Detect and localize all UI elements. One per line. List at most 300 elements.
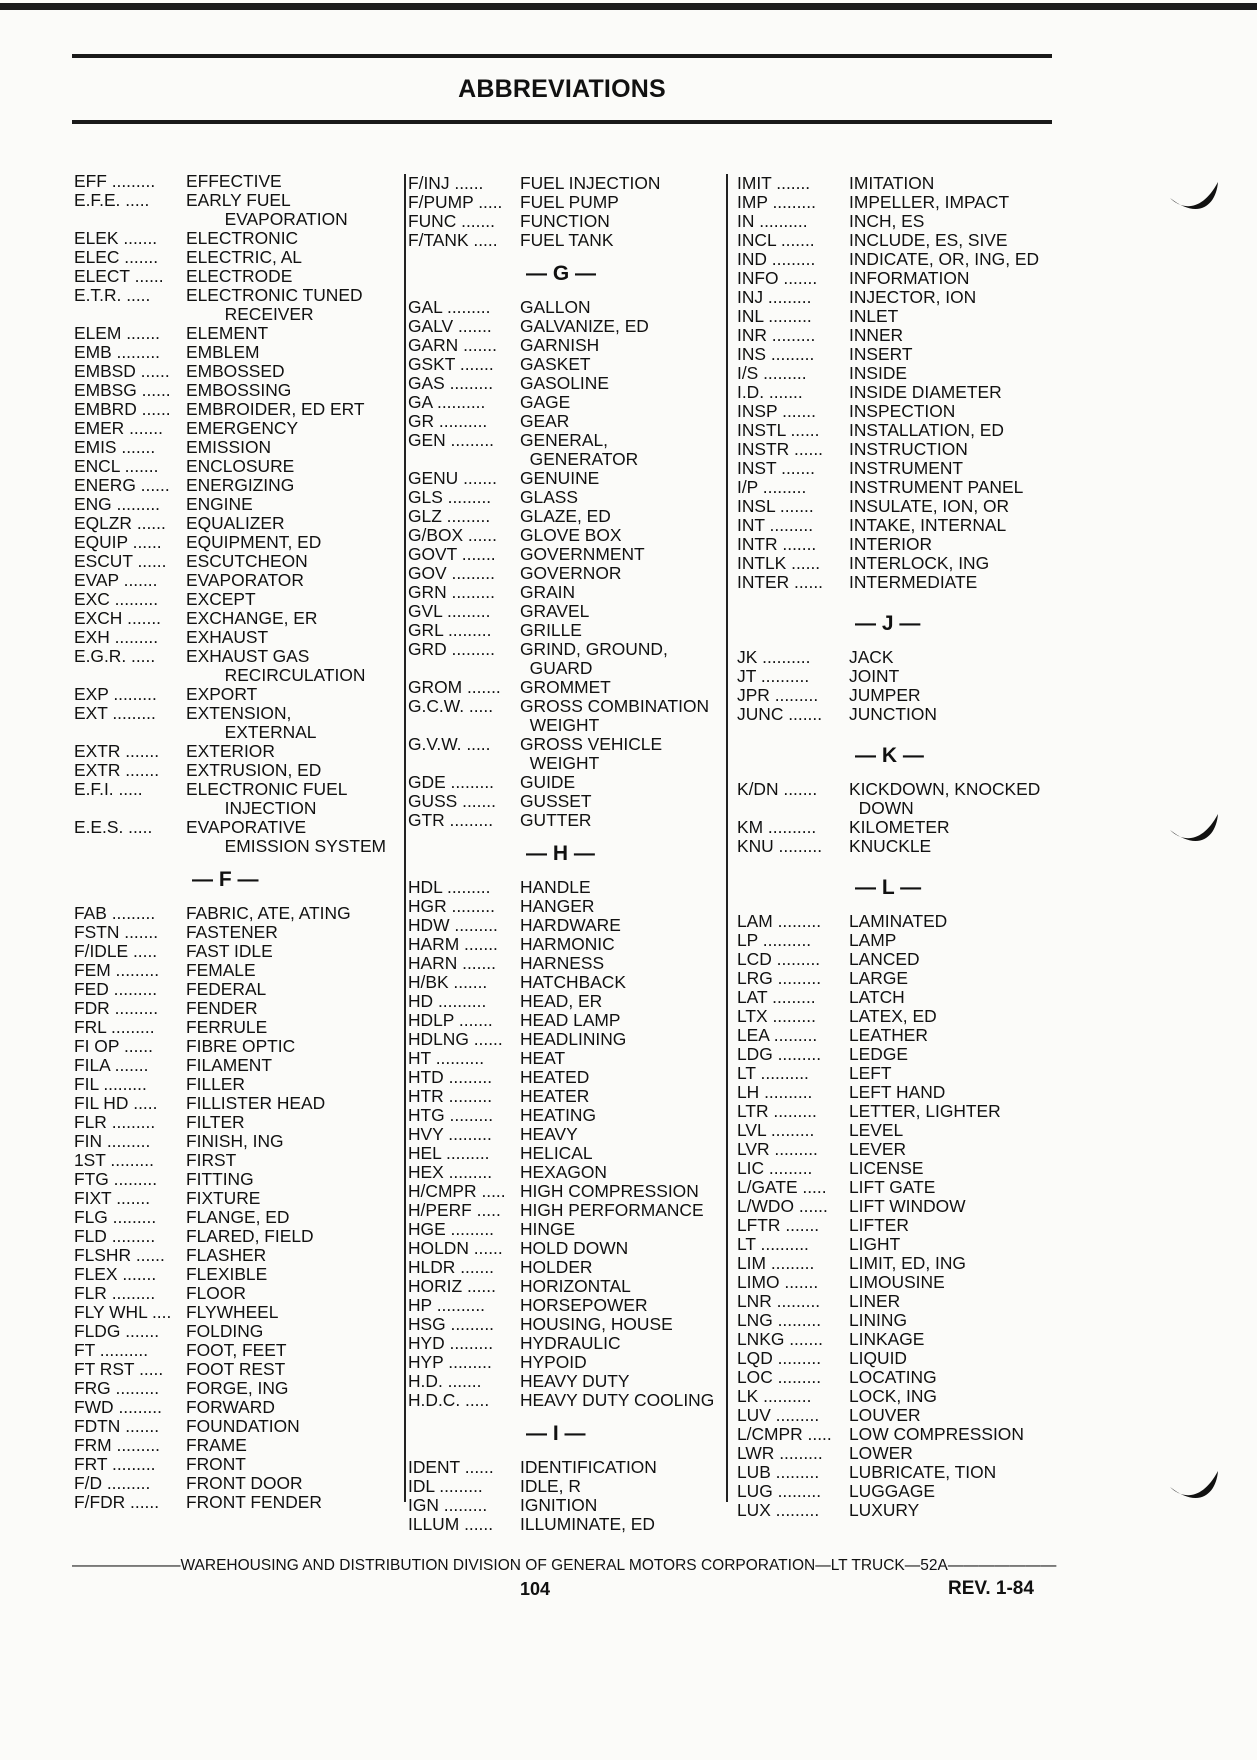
dot-leader: ......... (772, 1310, 822, 1330)
section-spacer (737, 856, 1077, 864)
dot-leader: .......... (757, 930, 812, 950)
dot-leader: ...... (789, 572, 824, 592)
dot-leader: ....... (459, 934, 498, 954)
abbreviation-definition: ESCUTCHEON (186, 551, 308, 571)
abbreviation-entry (408, 878, 728, 897)
abbreviation-term: HDLP ....... (408, 1010, 493, 1030)
dot-leader: ......... (111, 1435, 160, 1455)
abbreviation-term: KNU ......... (737, 836, 823, 856)
dot-leader: ..... (797, 1177, 827, 1197)
abbreviation-definition: INSTALLATION, ED (849, 420, 1004, 440)
abbreviation-entry (737, 950, 1077, 969)
abbreviation-definition: LIQUID (849, 1348, 907, 1368)
dot-leader: ....... (111, 1188, 151, 1208)
abbreviation-entry (737, 212, 1077, 231)
dot-leader: ......... (107, 1454, 156, 1474)
dot-leader: ......... (764, 515, 814, 535)
abbreviation-term: JK .......... (737, 647, 811, 667)
dot-leader: ......... (766, 1120, 815, 1140)
abbreviation-entry (74, 533, 374, 552)
abbreviation-definition: ELEMENT (186, 323, 269, 343)
dot-leader: ....... (777, 534, 817, 554)
abbreviation-entry (74, 904, 374, 923)
abbreviation-entry (408, 973, 728, 992)
abbreviation-definition: LEATHER (849, 1025, 928, 1045)
abbreviation-definition: EMBROIDER, ED ERT (186, 399, 365, 419)
dot-leader: .......... (432, 392, 486, 412)
dot-leader: ..... (134, 1359, 164, 1379)
abbreviation-term: FT RST ..... (74, 1359, 164, 1379)
dot-leader: ....... (118, 570, 158, 590)
abbreviation-term: INST ....... (737, 458, 815, 478)
abbreviation-term: FLD ......... (74, 1226, 156, 1246)
abbreviation-entry (408, 792, 728, 811)
abbreviation-definition: FILAMENT (186, 1055, 272, 1075)
section-heading: — K — (855, 744, 924, 767)
abbreviation-entry (408, 212, 728, 231)
abbreviation-term: INT ......... (737, 515, 814, 535)
section-heading: — I — (526, 1422, 586, 1445)
abbreviation-definition: HIGH COMPRESSION (520, 1181, 699, 1201)
abbreviation-entry (737, 250, 1077, 269)
dot-leader: ....... (120, 760, 160, 780)
abbreviation-term: HARM ....... (408, 934, 498, 954)
abbreviation-entry (737, 326, 1077, 345)
abbreviation-term: FRM ......... (74, 1435, 160, 1455)
abbreviation-term: GA .......... (408, 392, 486, 412)
abbreviation-entry (74, 1170, 374, 1189)
abbreviation-term: LAM ......... (737, 911, 822, 931)
abbreviation-definition: LATEX, ED (849, 1006, 937, 1026)
abbreviation-definition: HEAD LAMP (520, 1010, 621, 1030)
dot-leader: ......... (443, 1067, 493, 1087)
abbreviation-entry (408, 1182, 728, 1201)
abbreviation-entry (737, 421, 1077, 440)
section-spacer (737, 592, 1077, 600)
abbreviation-entry (74, 780, 374, 818)
abbreviation-term: F/INJ ...... (408, 173, 484, 193)
dot-leader: ..... (471, 1200, 501, 1220)
abbreviation-definition: LINING (849, 1310, 907, 1330)
abbreviation-definition: ILLUMINATE, ED (520, 1514, 655, 1534)
abbreviation-term: L/GATE ..... (737, 1177, 827, 1197)
abbreviation-term: GDE ......... (408, 772, 495, 792)
abbreviation-term: E.E.S. ..... (74, 817, 153, 837)
abbreviation-entry (74, 1265, 374, 1284)
abbreviation-term: GUSS ....... (408, 791, 496, 811)
abbreviation-definition: LATCH (849, 987, 905, 1007)
abbreviation-definition: JACK (849, 647, 894, 667)
abbreviation-entry (737, 383, 1077, 402)
abbreviation-definition: HEAVY DUTY (520, 1371, 630, 1391)
abbreviation-definition: FEDERAL (186, 979, 267, 999)
dot-leader: ......... (444, 810, 494, 830)
abbreviation-entry (408, 916, 728, 935)
dot-leader: ....... (764, 382, 803, 402)
abbreviation-entry (74, 400, 374, 419)
abbreviation-term: INTER ...... (737, 572, 824, 592)
abbreviation-definition: EMBOSSED (186, 361, 285, 381)
dot-leader: ....... (119, 922, 159, 942)
abbreviation-term: FEM ......... (74, 960, 160, 980)
abbreviation-definition: LIFTER (849, 1215, 909, 1235)
abbreviation-definition: GASKET (520, 354, 591, 374)
dot-leader: ..... (461, 734, 491, 754)
abbreviation-term: GARN ....... (408, 335, 497, 355)
abbreviation-term: LNG ......... (737, 1310, 822, 1330)
abbreviation-entry (408, 1163, 728, 1182)
abbreviation-term: LVR ......... (737, 1139, 818, 1159)
abbreviation-entry (737, 440, 1077, 459)
dot-leader: ......... (772, 1044, 822, 1064)
abbreviation-definition: FRONT FENDER (186, 1492, 322, 1512)
abbreviation-entry (408, 1258, 728, 1277)
abbreviation-definition: GALLON (520, 297, 591, 317)
abbreviation-term: HDLNG ...... (408, 1029, 503, 1049)
abbreviation-term: HTR ......... (408, 1086, 493, 1106)
abbreviation-definition: HEAVY (520, 1124, 578, 1144)
abbreviation-entry (408, 1068, 728, 1087)
abbreviation-definition: KICKDOWN, KNOCKED DOWN (849, 779, 1041, 818)
dot-leader: ......... (771, 1291, 821, 1311)
abbreviation-entry (74, 324, 374, 343)
abbreviation-entry (408, 954, 728, 973)
abbreviation-term: E.G.R. ..... (74, 646, 156, 666)
dot-leader: ..... (113, 779, 143, 799)
abbreviation-entry (408, 174, 728, 193)
dot-leader: ....... (442, 1371, 482, 1391)
abbreviation-definition: INCH, ES (849, 211, 925, 231)
abbreviation-term: FI OP ...... (74, 1036, 153, 1056)
abbreviation-entry (74, 1094, 374, 1113)
abbreviation-term: GRL ......... (408, 620, 492, 640)
abbreviation-entry (74, 1493, 374, 1512)
abbreviation-entry (737, 931, 1077, 950)
abbreviation-entry (74, 514, 374, 533)
abbreviation-term: LUG ......... (737, 1481, 822, 1501)
abbreviation-definition: ELECTRODE (186, 266, 293, 286)
dot-leader: ..... (464, 696, 494, 716)
abbreviation-entry (74, 1037, 374, 1056)
dot-leader: ......... (445, 1314, 495, 1334)
dot-leader: ......... (109, 589, 159, 609)
abbreviation-definition: IDLE, R (520, 1476, 581, 1496)
abbreviation-term: LUV ......... (737, 1405, 820, 1425)
abbreviation-term: ELEC ....... (74, 247, 159, 267)
abbreviation-entry (737, 1387, 1077, 1406)
abbreviation-term: GENU ....... (408, 468, 497, 488)
abbreviation-definition: EXCEPT (186, 589, 256, 609)
abbreviation-term: FAB ......... (74, 903, 156, 923)
dot-leader: ....... (779, 1272, 819, 1292)
top-border-rule (0, 3, 1257, 10)
abbreviation-definition: FILLISTER HEAD (186, 1093, 326, 1113)
dot-leader: ......... (446, 563, 495, 583)
dot-leader: ....... (771, 173, 811, 193)
abbreviation-definition: ELECTRIC, AL (186, 247, 302, 267)
dot-leader: .......... (755, 1063, 809, 1083)
dot-leader: ..... (476, 1181, 506, 1201)
dot-leader: ......... (769, 685, 819, 705)
abbreviation-term: FTG ......... (74, 1169, 158, 1189)
abbreviation-term: INCL ....... (737, 230, 815, 250)
abbreviation-definition: FLARED, FIELD (186, 1226, 314, 1246)
binder-hole-icon (1168, 176, 1220, 218)
abbreviation-term: H/PERF ..... (408, 1200, 501, 1220)
abbreviation-entry (408, 1353, 728, 1372)
dot-leader: ......... (758, 363, 807, 383)
abbreviation-entry (737, 912, 1077, 931)
abbreviation-term: LK .......... (737, 1386, 812, 1406)
abbreviation-definition: IMITATION (849, 173, 935, 193)
abbreviation-definition: GUTTER (520, 810, 592, 830)
abbreviation-term: EMB ......... (74, 342, 161, 362)
abbreviation-term: K/DN ....... (737, 779, 818, 799)
abbreviation-definition: INFORMATION (849, 268, 970, 288)
abbreviation-term: GAS ......... (408, 373, 494, 393)
abbreviation-entry (408, 564, 728, 583)
dot-leader: ...... (789, 439, 824, 459)
abbreviation-definition: HOLD DOWN (520, 1238, 629, 1258)
abbreviation-definition: JUNCTION (849, 704, 937, 724)
dot-leader: .......... (755, 1234, 809, 1254)
dot-leader: ......... (108, 1169, 158, 1189)
abbreviation-entry (74, 817, 387, 856)
abbreviation-term: EFF ......... (74, 171, 156, 191)
abbreviation-definition: FLYWHEEL (186, 1302, 279, 1322)
abbreviation-entry (74, 1303, 374, 1322)
dot-leader: ......... (768, 1101, 817, 1121)
dot-leader: ......... (773, 836, 823, 856)
abbreviation-entry (737, 667, 1077, 686)
dot-leader: ......... (445, 1219, 495, 1239)
abbreviation-entry (74, 961, 374, 980)
abbreviation-definition: HYDRAULIC (520, 1333, 621, 1353)
dot-leader: ....... (122, 608, 161, 628)
abbreviation-entry (74, 172, 374, 191)
abbreviation-definition: HEAVY DUTY COOLING (520, 1390, 715, 1410)
abbreviation-entry (737, 193, 1077, 212)
abbreviation-term: HEL ......... (408, 1143, 490, 1163)
abbreviation-definition: GALVANIZE, ED (520, 316, 649, 336)
dot-leader: ...... (125, 1492, 160, 1512)
abbreviation-term: HGE ......... (408, 1219, 495, 1239)
abbreviation-definition: FOLDING (186, 1321, 264, 1341)
dot-leader: ....... (118, 228, 158, 248)
abbreviation-term: LT .......... (737, 1063, 809, 1083)
abbreviation-term: HOLDN ...... (408, 1238, 503, 1258)
abbreviation-term: EQUIP ...... (74, 532, 162, 552)
dot-leader: ......... (446, 896, 495, 916)
abbreviation-definition: INTAKE, INTERNAL (849, 515, 1007, 535)
dot-leader: ......... (766, 325, 816, 345)
abbreviation-definition: HANGER (520, 896, 595, 916)
dot-leader: ......... (768, 1025, 818, 1045)
abbreviation-term: INSL ....... (737, 496, 814, 516)
abbreviation-entry (408, 1334, 728, 1353)
dot-leader: ...... (463, 525, 497, 545)
abbreviation-entry (408, 992, 728, 1011)
dot-leader: ......... (111, 342, 161, 362)
abbreviation-term: FIL HD ..... (74, 1093, 158, 1113)
abbreviation-entry (737, 478, 1077, 497)
abbreviation-definition: INSERT (849, 344, 913, 364)
dot-leader: ...... (135, 361, 170, 381)
abbreviation-definition: FLOOR (186, 1283, 246, 1303)
dot-leader: ....... (116, 437, 156, 457)
abbreviation-entry (737, 1235, 1077, 1254)
dot-leader: ......... (441, 506, 491, 526)
abbreviation-term: GRD ......... (408, 639, 495, 659)
abbreviation-definition: EXTENSION, EXTERNAL (186, 703, 317, 742)
abbreviation-definition: FRONT DOOR (186, 1473, 303, 1493)
dot-leader: ......... (769, 1139, 818, 1159)
abbreviation-definition: LOUVER (849, 1405, 921, 1425)
abbreviation-entry (737, 1159, 1077, 1178)
abbreviation-entry (408, 773, 728, 792)
abbreviation-definition: INTERMEDIATE (849, 572, 978, 592)
abbreviation-definition: FORWARD (186, 1397, 275, 1417)
dot-leader: ....... (775, 496, 814, 516)
abbreviation-definition: KILOMETER (849, 817, 950, 837)
abbreviation-definition: LOCATING (849, 1367, 937, 1387)
dot-leader: ......... (110, 1378, 160, 1398)
abbreviation-definition: GLOVE BOX (520, 525, 622, 545)
abbreviation-definition: EMBLEM (186, 342, 260, 362)
abbreviation-entry (408, 1144, 728, 1163)
dot-leader: ..... (128, 1093, 158, 1113)
dot-leader: ......... (106, 171, 156, 191)
abbreviation-entry (74, 1417, 374, 1436)
abbreviation-definition: GENUINE (520, 468, 600, 488)
abbreviation-term: 1ST ......... (74, 1150, 154, 1170)
abbreviation-entry (408, 317, 728, 336)
abbreviation-term: FLEX ....... (74, 1264, 157, 1284)
dot-leader: ...... (468, 1238, 503, 1258)
dot-leader: ...... (132, 551, 167, 571)
dot-leader: ......... (107, 703, 156, 723)
abbreviation-term: LP .......... (737, 930, 812, 950)
abbreviation-definition: EXCHANGE, ER (186, 608, 318, 628)
abbreviation-term: ENG ......... (74, 494, 161, 514)
abbreviation-definition: HOLDER (520, 1257, 593, 1277)
abbreviation-entry (737, 288, 1077, 307)
abbreviation-definition: KNUCKLE (849, 836, 932, 856)
abbreviation-term: HDW ......... (408, 915, 498, 935)
abbreviation-entry (408, 1087, 728, 1106)
dot-leader: ....... (119, 247, 159, 267)
abbreviation-entry (74, 419, 374, 438)
abbreviation-definition: FILLER (186, 1074, 245, 1094)
abbreviation-definition: LEFT HAND (849, 1082, 946, 1102)
abbreviation-entry (737, 1178, 1077, 1197)
abbreviation-term: ELEM ....... (74, 323, 161, 343)
abbreviation-definition: HARMONIC (520, 934, 615, 954)
dot-leader: ......... (770, 1405, 820, 1425)
abbreviation-definition: LEDGE (849, 1044, 908, 1064)
abbreviation-definition: LOCK, ING (849, 1386, 937, 1406)
abbreviation-entry (408, 393, 728, 412)
dot-leader: .......... (756, 666, 810, 686)
abbreviation-term: GEN ......... (408, 430, 495, 450)
abbreviation-term: HDL ......... (408, 877, 491, 897)
abbreviation-definition: HEATING (520, 1105, 597, 1125)
abbreviation-term: H.D.C. ..... (408, 1390, 490, 1410)
abbreviation-term: EQLZR ...... (74, 513, 166, 533)
abbreviation-entry (737, 1273, 1077, 1292)
dot-leader: ......... (770, 1500, 820, 1520)
abbreviation-term: INSTR ...... (737, 439, 824, 459)
abbreviation-entry (737, 231, 1077, 250)
abbreviation-term: LQD ......... (737, 1348, 822, 1368)
abbreviation-definition: EMBOSSING (186, 380, 292, 400)
abbreviation-definition: HATCHBACK (520, 972, 626, 992)
abbreviation-entry (74, 1246, 374, 1265)
dot-leader: ......... (767, 192, 816, 212)
abbreviation-term: HSG ......... (408, 1314, 495, 1334)
abbreviation-entry (408, 583, 728, 602)
dot-leader: ......... (102, 1473, 151, 1493)
abbreviation-term: IND ......... (737, 249, 816, 269)
abbreviation-entry (408, 526, 728, 545)
dot-leader: ......... (442, 297, 491, 317)
abbreviation-term: LEA ......... (737, 1025, 818, 1045)
abbreviation-definition: GRILLE (520, 620, 582, 640)
abbreviation-term: IGN ......... (408, 1495, 488, 1515)
abbreviation-definition: EXPORT (186, 684, 258, 704)
abbreviation-entry (737, 364, 1077, 383)
abbreviation-definition: FIRST (186, 1150, 237, 1170)
dot-leader: ......... (446, 582, 495, 602)
dot-leader: ....... (462, 677, 501, 697)
dot-leader: ......... (763, 306, 812, 326)
abbreviation-entry (408, 640, 728, 678)
abbreviation-entry (737, 1444, 1077, 1463)
abbreviation-definition: GASOLINE (520, 373, 609, 393)
abbreviation-term: LVL ......... (737, 1120, 815, 1140)
dot-leader: ....... (120, 1321, 160, 1341)
abbreviation-definition: GRAVEL (520, 601, 590, 621)
abbreviation-term: LUB ......... (737, 1462, 820, 1482)
abbreviation-term: INSP ....... (737, 401, 816, 421)
abbreviation-term: FIN ......... (74, 1131, 151, 1151)
abbreviation-definition: GARNISH (520, 335, 600, 355)
abbreviation-term: I.D. ....... (737, 382, 803, 402)
abbreviation-definition: ELECTRONIC (186, 228, 299, 248)
abbreviation-definition: HORSEPOWER (520, 1295, 648, 1315)
abbreviation-term: FED ......... (74, 979, 158, 999)
abbreviation-definition: EVAPORATOR (186, 570, 304, 590)
abbreviation-term: HARN ....... (408, 953, 496, 973)
abbreviation-definition: FOUNDATION (186, 1416, 300, 1436)
abbreviation-entry (737, 459, 1077, 478)
dot-leader: ......... (757, 477, 807, 497)
abbreviation-term: INS ......... (737, 344, 815, 364)
abbreviation-entry (408, 231, 728, 250)
abbreviation-definition: HEATED (520, 1067, 590, 1087)
dot-leader: ....... (784, 1329, 824, 1349)
abbreviation-term: LNKG ....... (737, 1329, 824, 1349)
abbreviation-term: FIL ......... (74, 1074, 147, 1094)
abbreviation-term: FLG ......... (74, 1207, 157, 1227)
abbreviation-definition: HIGH PERFORMANCE (520, 1200, 704, 1220)
abbreviation-definition: LICENSE (849, 1158, 924, 1178)
abbreviation-entry (408, 355, 728, 374)
abbreviation-term: FSTN ....... (74, 922, 159, 942)
abbreviation-definition: HEATER (520, 1086, 590, 1106)
abbreviation-definition: HARNESS (520, 953, 605, 973)
abbreviation-term: G/BOX ...... (408, 525, 497, 545)
